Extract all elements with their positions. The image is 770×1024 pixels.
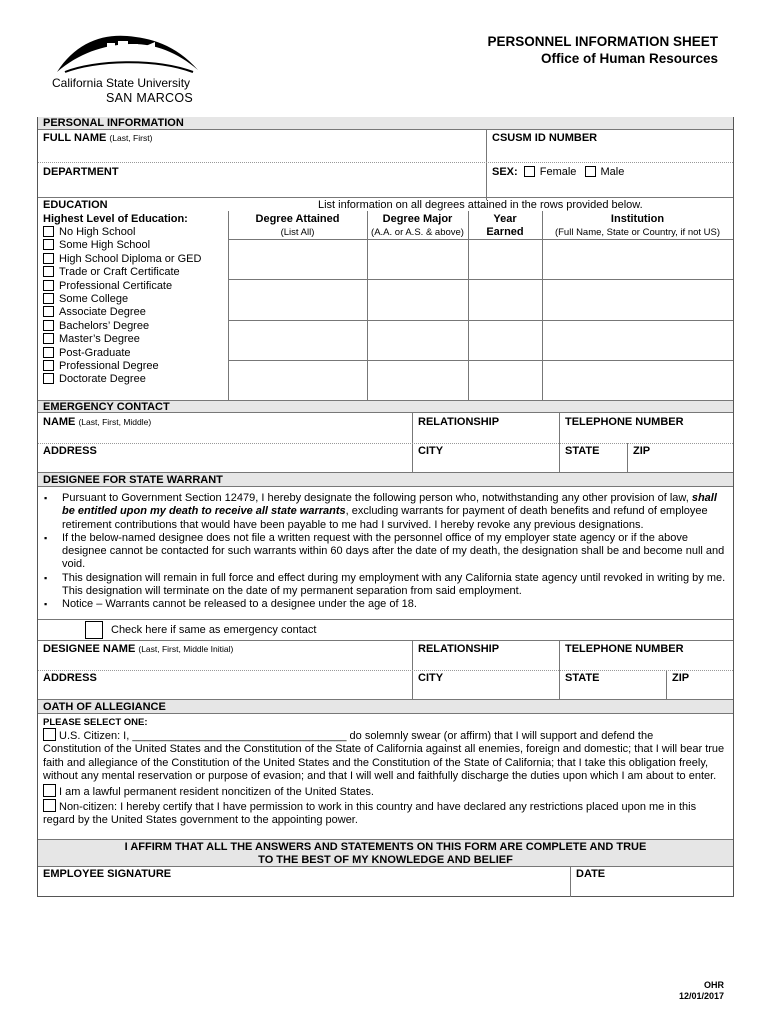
designee-address-field[interactable]: ADDRESS [43, 672, 97, 684]
logo-text-university: California State University [52, 76, 191, 90]
list-item: ▪ If the below-named designee does not file a written request with the personnel office of my employer state agency or if the above designee cannot be contacted for such warrants within 60 days after the date of my death, the designation shall be and become null and void. [43, 532, 731, 572]
list-item[interactable]: Professional Degree [43, 360, 201, 373]
emergency-zip-field[interactable]: ZIP [633, 445, 651, 457]
university-logo [55, 30, 200, 74]
female-checkbox[interactable] [524, 166, 535, 177]
form-subtitle: Office of Human Resources [540, 51, 718, 66]
list-item[interactable]: High School Diploma or GED [43, 253, 201, 266]
same-as-emergency-label: Check here if same as emergency contact [111, 624, 317, 636]
list-item: ▪ Notice – Warrants cannot be released to a designee under the age of 18. [43, 598, 731, 611]
list-item[interactable]: Bachelors’ Degree [43, 320, 201, 333]
col-degree-attained: Degree Attained (List All) [255, 213, 340, 238]
designee-city-field[interactable]: CITY [418, 672, 444, 684]
list-item[interactable]: No High School [43, 226, 201, 239]
employee-signature-field[interactable]: EMPLOYEE SIGNATURE [43, 868, 172, 880]
col-degree-major: Degree Major (A.A. or A.S. & above) [371, 213, 464, 238]
emergency-name-field[interactable]: NAME (Last, First, Middle) [43, 416, 152, 428]
form-revision-date: 12/01/2017 [678, 991, 724, 1001]
page-title [487, 33, 718, 67]
list-item[interactable]: Master’s Degree [43, 333, 201, 346]
csusm-id-field[interactable]: CSUSM ID NUMBER [492, 132, 598, 144]
emergency-address-field[interactable]: ADDRESS [43, 445, 97, 457]
emergency-relationship-field[interactable]: RELATIONSHIP [418, 416, 500, 428]
list-item[interactable]: Post-Graduate [43, 347, 201, 360]
emergency-city-field[interactable]: CITY [418, 445, 444, 457]
education-instruction: List information on all degrees attained in the rows provided below. [318, 199, 643, 211]
section-designee: DESIGNEE FOR STATE WARRANT [38, 472, 733, 487]
full-name-field[interactable]: FULL NAME (Last, First) [43, 132, 153, 144]
list-item: ▪ Pursuant to Government Section 12479, I hereby designate the following person who, notwithstanding any other provision of law, shall be entitled upon my death to receive all state warrants, excluding warrants for payment of death benefits and refund of employee retirement contributions that would have been payable to me had I survived. I hereby revoke any previous designations. [43, 492, 731, 532]
oath-options [43, 728, 728, 828]
designee-name-field[interactable]: DESIGNEE NAME (Last, First, Middle Initial) [43, 643, 234, 655]
col-year-earned: Year Earned [486, 213, 524, 238]
designee-telephone-field[interactable]: TELEPHONE NUMBER [565, 643, 684, 655]
resident-option[interactable]: I am a lawful permanent resident noncitizen of the United States. [43, 784, 728, 799]
designee-relationship-field[interactable]: RELATIONSHIP [418, 643, 500, 655]
list-item[interactable]: Professional Certificate [43, 280, 201, 293]
same-as-emergency-checkbox[interactable] [85, 621, 103, 639]
emergency-telephone-field[interactable]: TELEPHONE NUMBER [565, 416, 684, 428]
department-field[interactable]: DEPARTMENT [43, 166, 119, 178]
noncitizen-option[interactable]: Non-citizen: I hereby certify that I have permission to work in this country and have declared any restrictions placed upon me in this regard by the United States government to the appointing power. [43, 801, 697, 827]
form-code: OHR [704, 980, 724, 990]
date-field[interactable]: DATE [576, 868, 606, 880]
form-title: PERSONNEL INFORMATION SHEET [487, 34, 718, 49]
us-citizen-option[interactable]: U.S. Citizen: I, ___________________________________ do solemnly swear (or affirm) that I will support and defend the [43, 728, 728, 743]
designee-zip-field[interactable]: ZIP [672, 672, 690, 684]
footer [679, 980, 724, 1002]
list-item[interactable]: Associate Degree [43, 306, 201, 319]
emergency-state-field[interactable]: STATE [565, 445, 600, 457]
logo-text-campus: SAN MARCOS [106, 91, 194, 105]
section-personal-information: PERSONAL INFORMATION [38, 117, 733, 130]
male-checkbox[interactable] [585, 166, 596, 177]
designee-state-field[interactable]: STATE [565, 672, 600, 684]
us-citizen-text: Constitution of the United States and the Constitution of the State of California against all enemies, foreign and domestic; that I will bear true faith and allegiance of the Constitution of the United States and the Constitution of the State of California; that I take this obligation freely, without any mental reservation or purpose of evasion; and that I will well and faithfully discharge the duties upon which I am about to enter. [43, 743, 725, 783]
affirm-statement: I AFFIRM THAT ALL THE ANSWERS AND STATEMENTS ON THIS FORM ARE COMPLETE AND TRUE TO THE BEST OF MY KNOWLEDGE AND BELIEF [38, 839, 733, 867]
education-level-list [43, 226, 201, 387]
section-oath: OATH OF ALLEGIANCE [38, 699, 733, 714]
designee-terms [43, 492, 731, 612]
list-item[interactable]: Some College [43, 293, 201, 306]
oath-select-label: PLEASE SELECT ONE: [43, 717, 148, 728]
list-item: ▪ This designation will remain in full force and effect during my employment with any California state agency until revoked in writing by me. This designation will terminate on the date of my permanent separation from said employment. [43, 572, 731, 599]
list-item[interactable]: Trade or Craft Certificate [43, 266, 201, 279]
sex-field: SEX: Female Male [492, 166, 625, 178]
highest-education-label: Highest Level of Education: [43, 213, 188, 225]
list-item[interactable]: Some High School [43, 239, 201, 252]
col-institution: Institution (Full Name, State or Country, if not US) [554, 213, 721, 238]
personnel-form [37, 117, 734, 897]
section-emergency-contact: EMERGENCY CONTACT [38, 400, 733, 413]
list-item[interactable]: Doctorate Degree [43, 373, 201, 386]
section-education: EDUCATION [43, 199, 108, 211]
